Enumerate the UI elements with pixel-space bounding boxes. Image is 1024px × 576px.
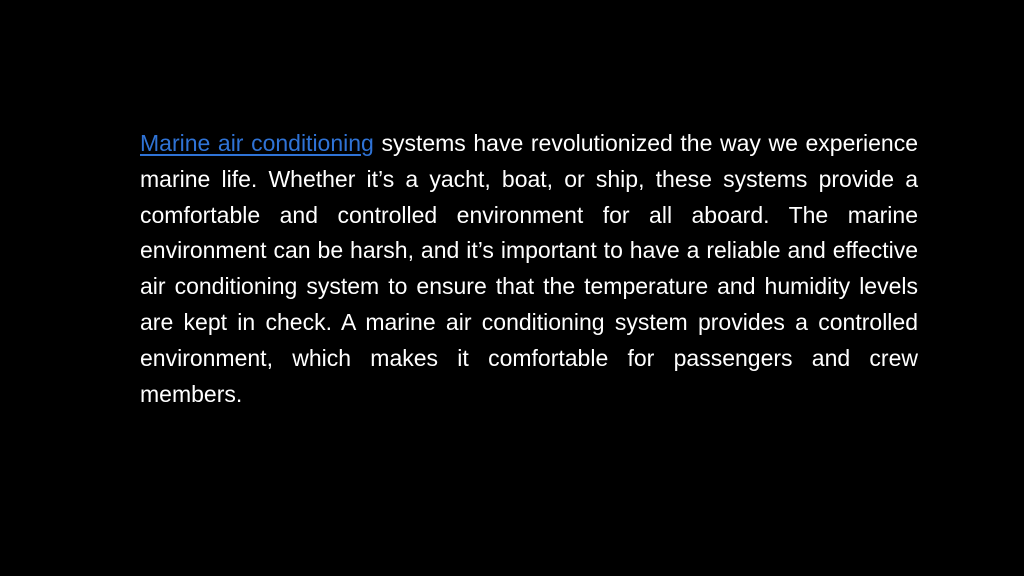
paragraph-text: systems have revolutionized the way we experience marine life. Whether it’s a yacht, boat, or ship, these systems provide a comfortable and controlled environment for all aboard. The marine environment can be harsh, and it’s important to have a reliable and effective air conditioning system to ensure that the temperature and humidity levels are kept in check. A marine air conditioning system provides a controlled environment, which makes it comfortable for passengers and crew members.	[140, 130, 918, 407]
marine-air-conditioning-link[interactable]: Marine air conditioning	[140, 130, 374, 156]
slide-paragraph	[140, 126, 918, 412]
